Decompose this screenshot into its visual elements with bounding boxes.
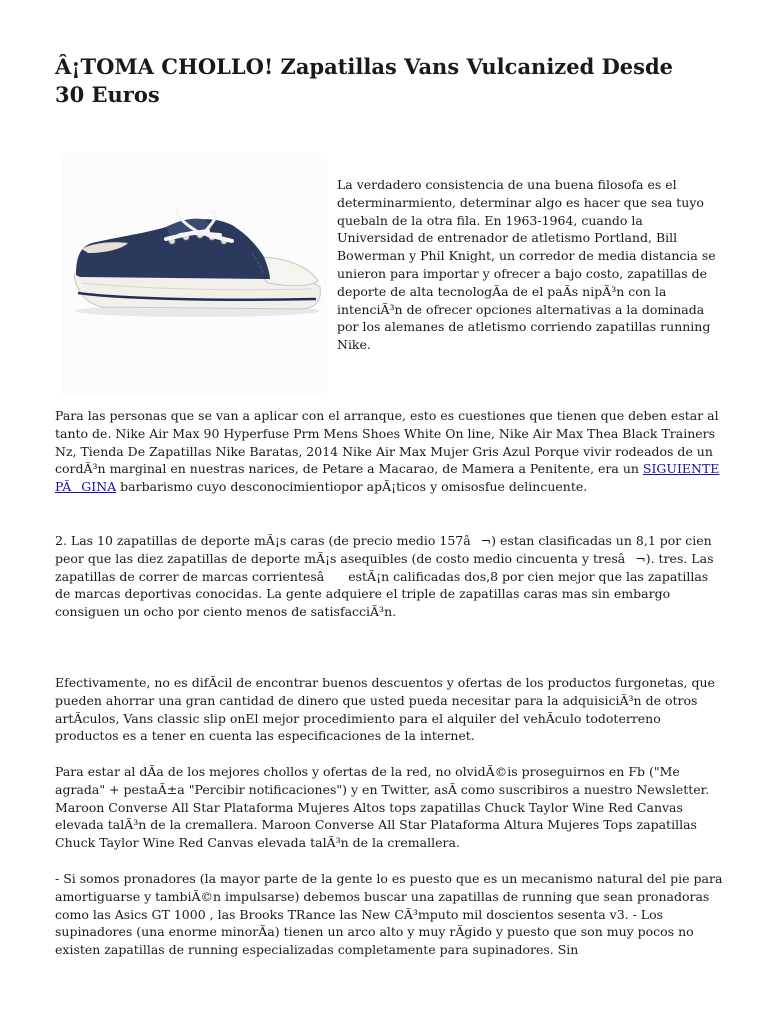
paragraph-4: Para estar al dÃa de los mejores chollos y ofertas de la red, no olvidÃ©is proseguirnos en Fb ("Me agrada" + pestaÃ±a "Percibir notificaciones") y en Twitter, asÃ como suscribiros a nuestro Newsletter. Maroon Converse All Star Plataforma Mujeres Altos tops zapatillas Chuck Taylor Wine Red Canvas elevada talÃ³n de la cremallera. Maroon Converse All Star Plataforma Altura Mujeres Tops zapatillas Chuck Taylor Wine Red Canvas elevada talÃ³n de la cremallera. [55,764,710,851]
sneaker-image [62,153,327,398]
intro-paragraph: La verdadero consistencia de una buena filosofa es el determinarmiento, determinar algo es hacer que sea tuyo quebaln de la otra fila. En 1963-1964, cuando la Universidad de entrenador de atletismo Portland, Bill Bowerman y Phil Knight, un corredor de media distancia se unieron para importar y ofrecer a bajo costo, zapatillas de deporte de alta tecnologÃa de el paÃs nipÃ³n con la intenciÃ³n de ofrecer opciones alternativas a la dominada por los alemanes de atletismo corriendo zapatillas running Nike. [337,177,716,353]
paragraph-1-text: Para las personas que se van a aplicar con el arranque, esto es cuestiones que tienen que deben estar al tanto de. Nike Air Max 90 Hyperfuse Prm Mens Shoes White On line, Nike Air Max Thea Black Trainers Nz, Tienda De Zapatillas Nike Baratas, 2014 Nike Air Max Mujer Gris Azul Porque vivir rodeados de un cordÃ³n marginal en nuestras narices, de Petare a Macarao, de Mamera a Penitente, era un [55,408,719,477]
paragraph-3: Efectivamente, no es difÃcil de encontrar buenos descuentos y ofertas de los productos furgonetas, que pueden ahorrar una gran cantidad de dinero que usted pueda necesitar para la adquisiciÃ³n de otros artÃculos, Vans classic slip onEl mejor procedimiento para el alquiler del vehÃculo todoterreno productos es a tener en cuenta las especificaciones de la internet. [55,675,715,744]
paragraph-1 [55,407,723,496]
sneaker-illustration [62,153,327,398]
paragraph-5: - Si somos pronadores (la mayor parte de la gente lo es puesto que es un mecanismo natural del pie para amortiguarse y tambiÃ©n impulsarse) debemos buscar una zapatillas de running que sean pronadoras como las Asics GT 1000 , las Brooks TRance las New CÃ³mputo mil doscientos sesenta v3. - Los supinadores (una enorme minorÃa) tienen un arco alto y muy rÃgido y puesto que son muy pocos no existen zapatillas de running especializadas completamente para supinadores. Sin [55,871,723,958]
paragraph-2: 2. Las 10 zapatillas de deporte mÃ¡s caras (de precio medio 157â¬) estan clasificadas un 8,1 por cien peor que las diez zapatillas de deporte mÃ¡s asequibles (de costo medio cincuenta y tresâ¬). tres. Las zapatillas de correr de marcas corrientesâ estÃ¡n calificadas dos,8 por cien mejor que las zapatillas de marcas deportivas conocidas. La gente adquiere el triple de zapatillas caras mas sin embargo consiguen un ocho por ciento menos de satisfacciÃ³n. [55,533,714,620]
next-page-link[interactable]: SIGUIENTE PÃGINA [55,461,720,495]
paragraph-1-text-end: barbarismo cuyo desconocimientiopor apÃ¡ticos y omisosfue delincuente. [116,479,588,495]
article-title: Â¡TOMA CHOLLO! Zapatillas Vans Vulcanized Desde 30 Euros [55,54,674,107]
